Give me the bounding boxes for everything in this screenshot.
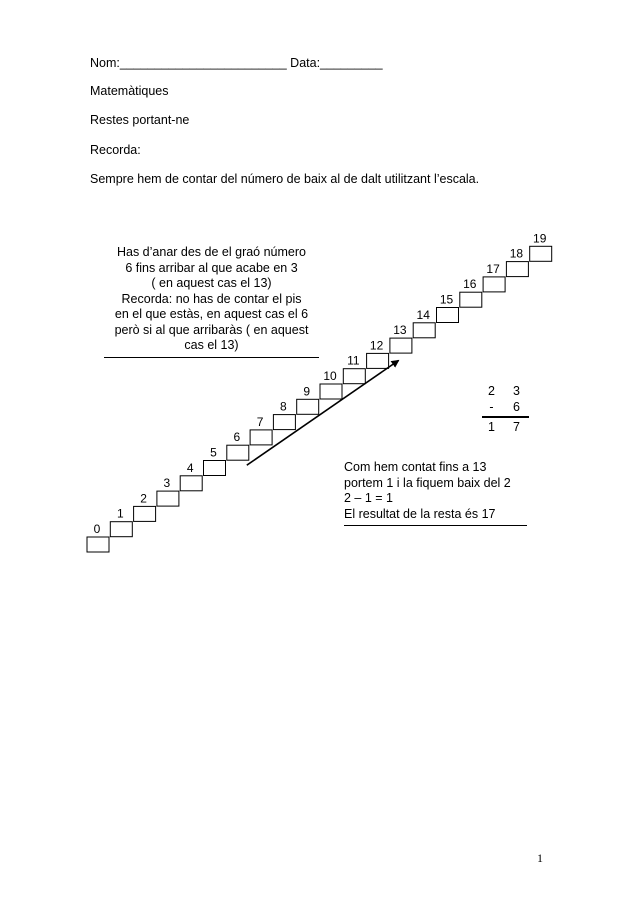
stair-step-number: 9: [303, 384, 311, 399]
stair-step: [530, 246, 552, 261]
stair-step-number: 13: [393, 323, 407, 338]
sub-top-tens: 2: [488, 384, 495, 398]
stair-step-number: 15: [439, 292, 454, 307]
subtraction-operation: [479, 383, 529, 435]
stair-step-number: 6: [233, 430, 241, 445]
stair-step: [506, 262, 528, 277]
stair-step: [297, 399, 319, 414]
stair-step: [437, 308, 459, 323]
stair-step: [413, 323, 435, 338]
left-note-underline: [104, 357, 319, 358]
stair-step-number: 4: [186, 460, 194, 475]
stair-step-number: 1: [116, 506, 124, 521]
left-note-line: però si al que arribaràs ( en aquest: [114, 322, 309, 337]
stair-step-number: 12: [369, 338, 384, 353]
stair-step-number: 3: [163, 476, 171, 491]
sub-minus-sign: -: [489, 400, 494, 414]
left-note-line: Recorda: no has de contar el pis: [121, 291, 302, 306]
stair-step: [460, 292, 482, 307]
stair-step-number: 0: [93, 522, 101, 536]
stair-step: [483, 277, 505, 292]
stair-step: [250, 430, 272, 445]
stair-step: [367, 353, 389, 368]
page-number: 1: [537, 851, 543, 865]
stair-step-number: 8: [280, 399, 287, 414]
left-note-line: Has d’anar des de el graó número: [116, 245, 306, 259]
left-explanation-note: [104, 245, 319, 358]
stair-step: [157, 491, 179, 506]
stair-step-number: 17: [486, 261, 500, 276]
stair-step-number: 14: [416, 307, 430, 322]
topic-title: Restes portant-ne: [90, 113, 190, 127]
stair-step: [273, 415, 295, 430]
right-explanation-note: [344, 460, 529, 526]
name-date-line: Nom:________________________ Data:_________: [90, 56, 383, 70]
stair-step: [204, 461, 226, 476]
stair-step-number: 7: [256, 414, 264, 429]
stair-step: [390, 338, 412, 353]
sub-subtrahend: 6: [513, 400, 520, 414]
stair-step: [134, 506, 156, 521]
stair-step-number: 10: [323, 369, 337, 383]
stair-step-number: 2: [140, 491, 147, 506]
sub-result-tens: 1: [488, 420, 495, 434]
stair-step: [87, 537, 109, 552]
stair-step-number: 18: [509, 246, 524, 261]
right-note-line: El resultat de la resta és 17: [344, 506, 496, 521]
stair-step: [180, 476, 202, 491]
left-note-line: cas el 13): [184, 338, 239, 352]
reminder-label: Recorda:: [90, 143, 141, 157]
right-note-line: 2 – 1 = 1: [344, 491, 393, 505]
stair-step-number: 16: [463, 277, 477, 292]
sub-result-bar: [482, 416, 529, 418]
left-note-line: en el que estàs, en aquest cas el 6: [114, 307, 309, 321]
right-note-underline: [344, 525, 527, 526]
stair-step: [320, 384, 342, 399]
stair-step-number: 11: [347, 353, 360, 368]
sub-top-units: 3: [513, 384, 520, 398]
stair-step-number: 19: [533, 231, 547, 246]
stair-step: [227, 445, 249, 460]
left-note-line: 6 fins arribar al que acabe en 3: [125, 260, 298, 275]
sub-result-units: 7: [513, 420, 520, 434]
stair-step: [110, 522, 132, 537]
stair-step: [343, 369, 365, 384]
stair-step-number: 5: [210, 445, 217, 460]
left-note-line: ( en aquest cas el 13): [151, 276, 272, 290]
subject-title: Matemàtiques: [90, 84, 169, 98]
right-note-line: portem 1 i la fiquem baix del 2: [344, 475, 511, 490]
right-note-line: Com hem contat fins a 13: [344, 460, 487, 474]
instruction-text: Sempre hem de contar del número de baix al de dalt utilitzant l’escala.: [90, 172, 480, 186]
